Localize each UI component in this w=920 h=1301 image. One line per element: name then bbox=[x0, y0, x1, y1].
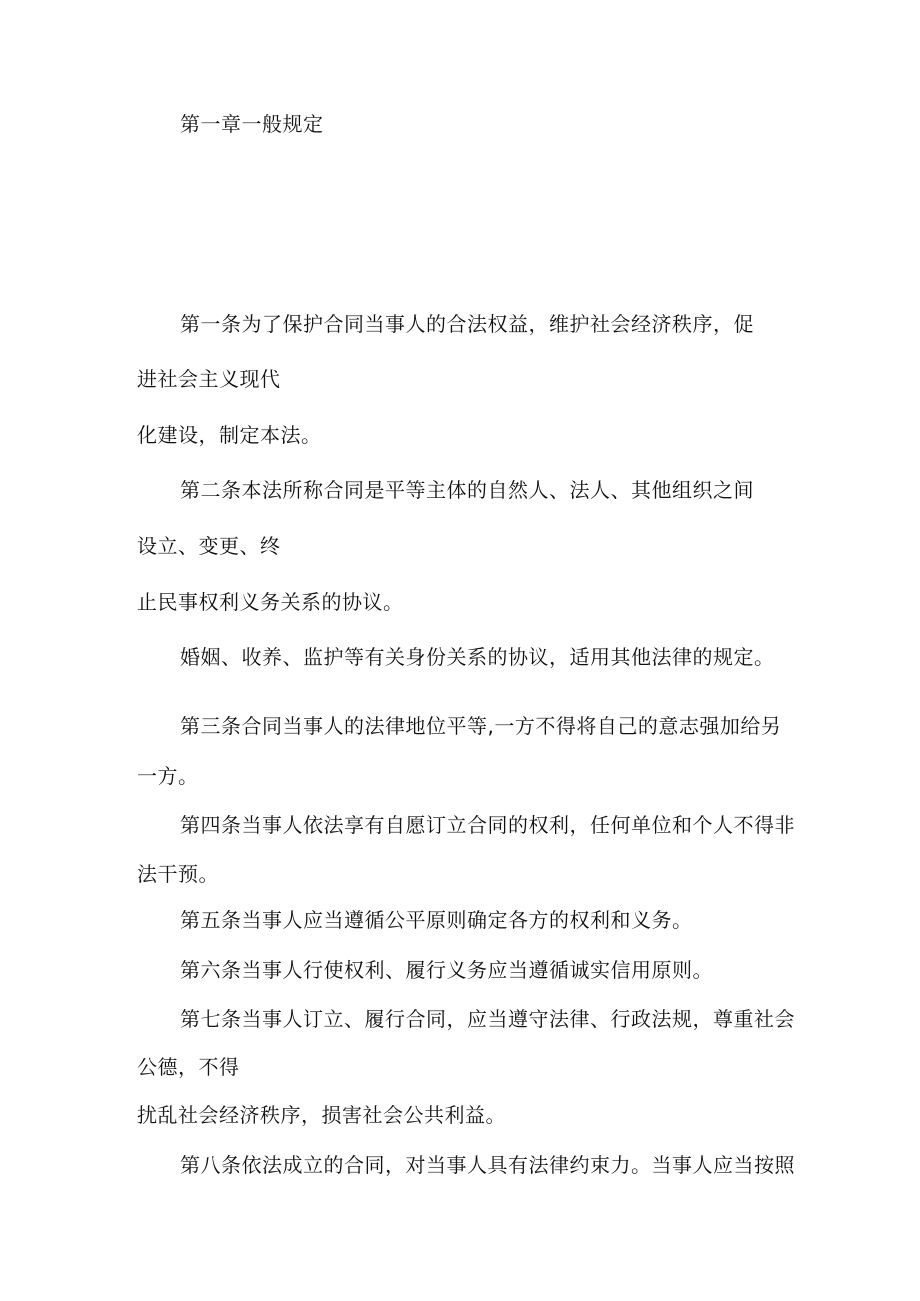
article-6-line-1: 第六条当事人行使权利、履行义务应当遵循诚实信用原则。 bbox=[180, 958, 713, 982]
article-7-line-1: 第七条当事人订立、履行合同，应当遵守法律、行政法规，尊重社会 bbox=[180, 1007, 795, 1031]
article-2-line-3: 止民事权利义务关系的协议。 bbox=[137, 590, 404, 614]
article-4-line-2: 法干预。 bbox=[137, 862, 219, 886]
article-3-line-2: 一方。 bbox=[137, 764, 199, 788]
article-4-line-1: 第四条当事人依法享有自愿订立合同的权利，任何单位和个人不得非 bbox=[180, 813, 795, 837]
article-8-line-1: 第八条依法成立的合同，对当事人具有法律约束力。当事人应当按照 bbox=[180, 1153, 795, 1177]
article-1-line-1: 第一条为了保护合同当事人的合法权益，维护社会经济秩序，促 bbox=[180, 312, 754, 336]
article-3-line-1: 第三条合同当事人的法律地位平等,一方不得将自己的意志强加给另 bbox=[180, 714, 782, 738]
article-2-line-2: 设立、变更、终 bbox=[137, 534, 281, 558]
article-2-line-1: 第二条本法所称合同是平等主体的自然人、法人、其他组织之间 bbox=[180, 478, 754, 502]
article-1-line-2: 进社会主义现代 bbox=[137, 367, 281, 391]
article-2-line-4: 婚姻、收养、监护等有关身份关系的协议，适用其他法律的规定。 bbox=[180, 645, 775, 669]
article-5-line-1: 第五条当事人应当遵循公平原则确定各方的权利和义务。 bbox=[180, 908, 693, 932]
article-1-line-3: 化建设，制定本法。 bbox=[137, 423, 322, 447]
article-7-line-3: 扰乱社会经济秩序，损害社会公共利益。 bbox=[137, 1103, 506, 1127]
article-7-line-2: 公德，不得 bbox=[137, 1055, 240, 1079]
chapter-title: 第一章一般规定 bbox=[180, 112, 324, 136]
